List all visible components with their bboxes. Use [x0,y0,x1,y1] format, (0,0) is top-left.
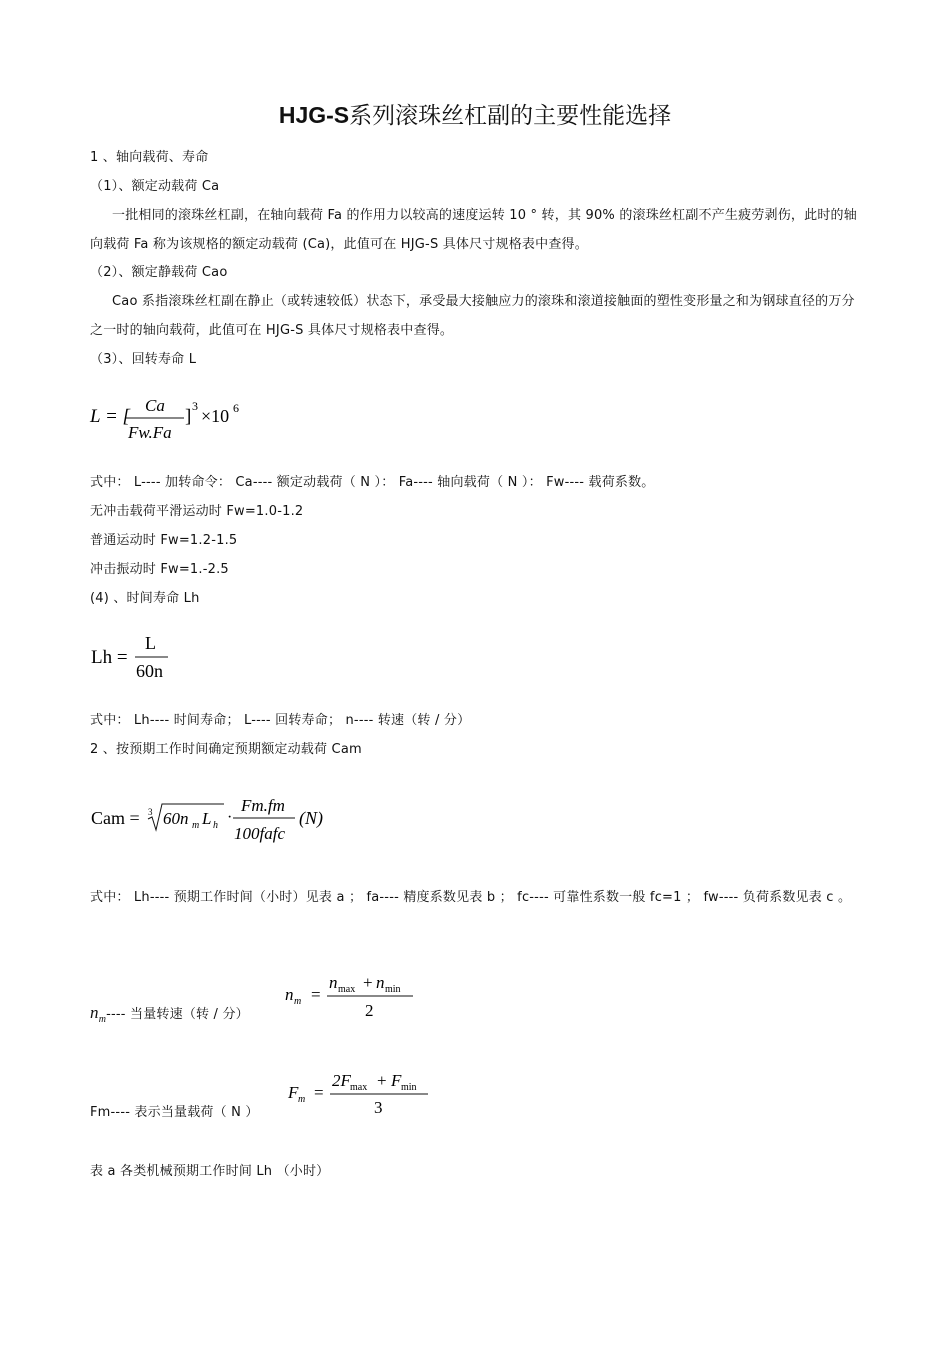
section-1-2-paragraph: Cao 系指滚珠丝杠副在静止（或转速较低）状态下，承受最大接触应力的滚珠和滚道接触面的塑性变形量之和为钢球直径的万分之一时的轴向载荷，此值可在 HJG-S 具体尺寸规格表中查得。 [90,294,855,338]
fw-line-normal: 普通运动时 Fw=1.2-1.5 [90,533,238,548]
section-1-heading: 1 、轴向载荷、寿命 [90,150,209,165]
formula-cam-radicand-2-sub: h [213,820,218,831]
formula-fm-lhs: F [288,1083,299,1102]
section-2-heading: 2 、按预期工作时间确定预期额定动载荷 Cam [90,742,362,757]
formula-cam-radicand-2: L [202,809,212,828]
fm-label: Fm---- 表示当量载荷（ N ） [90,1105,259,1120]
formula-fm-num-a-sub: max [350,1082,368,1093]
formula-nm-lhs: n [285,985,294,1004]
formula-cam-denominator: 100fafc [234,824,285,843]
formula-cam-radicand-sub: m [192,820,200,831]
formula-fm-num-a: 2F [332,1071,351,1090]
formula-cam-lhs: Cam = [91,808,140,828]
formula-Lh-lhs: Lh = [91,647,128,668]
section-1-1-heading: （1）、额定动载荷 Ca [90,179,220,194]
formula-nm-num-b: n [376,973,385,992]
formula-life-L [88,388,258,448]
formula-cam-radicand: 60n [163,809,189,828]
formula-Lh-numerator: L [145,633,156,653]
formula-L-exponent-2: 6 [233,401,239,415]
formula-nm-denominator: 2 [365,1001,374,1020]
formula-time-life-Lh [88,627,188,683]
formula-nm-num-a-sub: max [338,984,356,995]
formula-nm-num-b-sub: min [385,984,401,995]
formula-cam-dot: · [227,809,233,826]
formula-fm-plus: + [377,1071,387,1090]
formula-L-times: ×10 [201,406,230,426]
formula-L-exponent: 3 [192,399,198,413]
title-text: 系列滚珠丝杠副的主要性能选择 [349,103,672,129]
formula-L-denominator: Fw.Fa [128,423,172,442]
formula-cam [88,788,338,848]
formula-fm-num-b-sub: min [401,1082,417,1093]
section-1-3-heading: （3）、回转寿命 L [90,352,197,367]
formula-fm [286,1066,436,1118]
formula-fm-lhs-sub: m [298,1094,306,1105]
nm-label [90,1005,249,1024]
nm-label-subscript: m [98,1014,107,1025]
formula-L-bracket: ] [185,406,192,427]
formula-cam-unit: (N) [299,808,323,828]
formula-fm-denominator: 3 [374,1098,383,1117]
formula-fm-num-b: F [391,1071,402,1090]
table-a-caption: 表 a 各类机械预期工作时间 Lh （小时） [90,1164,330,1179]
fw-line-impact: 冲击振动时 Fw=1.-2.5 [90,562,229,577]
formula-cam-legend: 式中： Lh---- 预期工作时间（小时）见表 a ； fa---- 精度系数见表 b ； fc---- 可靠性系数一般 fc=1 ； fw---- 负荷系数见表 c 。 [90,890,852,905]
formula-nm-lhs-sub: m [294,996,302,1007]
formula-L-numerator: Ca [145,396,165,415]
formula-nm-eq: = [311,985,321,1004]
title-model: HJG-S [278,102,350,128]
fw-line-smooth: 无冲击载荷平滑运动时 Fw=1.0-1.2 [90,504,304,519]
formula-L-legend: 式中： L---- 加转命令： Ca---- 额定动载荷（ N ）： Fa---- 轴向载荷（ N ）： Fw---- 载荷系数。 [90,475,655,490]
nm-label-symbol: n [90,1003,99,1022]
section-1-4-heading: (4) 、时间寿命 Lh [90,591,200,606]
formula-Lh-denominator: 60n [136,661,163,681]
formula-nm-num-a: n [329,973,338,992]
formula-cam-root-index: 3 [148,807,153,817]
formula-L-lhs: L = [ [90,406,130,427]
formula-cam-numerator: Fm.fm [241,796,285,815]
formula-Lh-legend: 式中： Lh---- 时间寿命； L---- 回转寿命； n---- 转速（转 / 分） [90,713,471,728]
section-1-1-paragraph: 一批相同的滚珠丝杠副，在轴向载荷 Fa 的作用力以较高的速度运转 10 ° 转，其 90% 的滚珠丝杠副不产生疲劳剥伤，此时的轴向载荷 Fa 称为该规格的额定动载荷 (Ca)，此值可在 HJG-S 具体尺寸规格表中查得。 [90,208,857,252]
formula-nm [283,970,423,1020]
section-1-2-heading: （2）、额定静载荷 Cao [90,265,228,280]
page-title [0,100,950,131]
nm-label-text: ---- 当量转速（转 / 分） [106,1007,249,1022]
formula-fm-eq: = [314,1083,324,1102]
formula-nm-plus: + [363,973,373,992]
